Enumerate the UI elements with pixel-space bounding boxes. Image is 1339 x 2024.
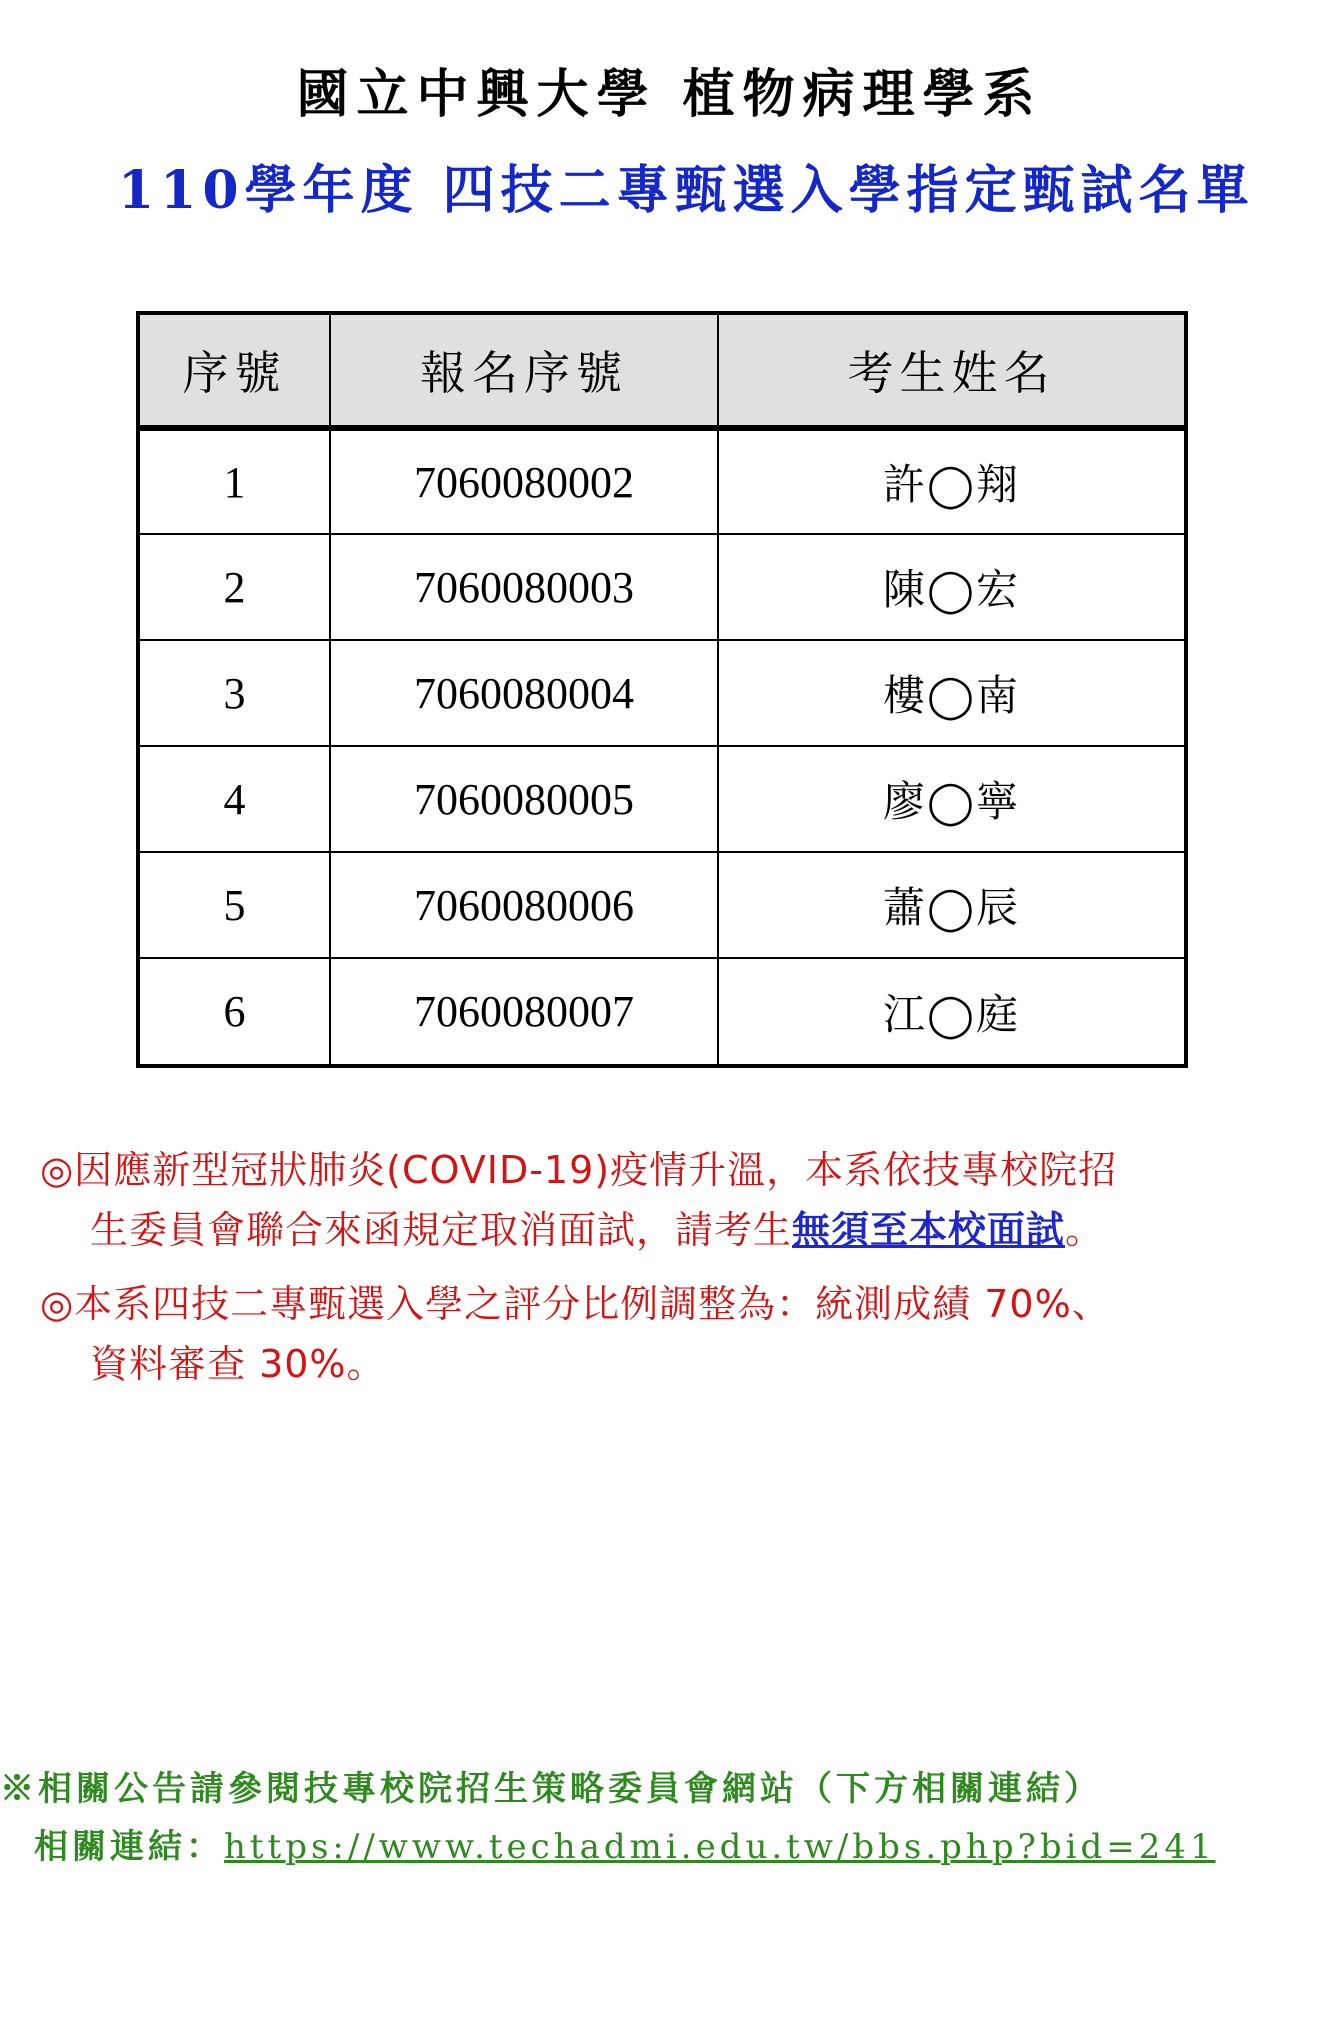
column-header-id: 報名序號 xyxy=(330,315,718,428)
row-id: 7060080007 xyxy=(330,958,718,1064)
table-row xyxy=(140,958,1184,1064)
note-covid-text: 生委員會聯合來函規定取消面試，請考生 xyxy=(90,1208,793,1252)
techadmi-link[interactable]: https://www.techadmi.edu.tw/bbs.php?bid=241 xyxy=(224,1827,1216,1867)
row-name: 陳◯宏 xyxy=(718,534,1184,640)
row-name: 蕭◯辰 xyxy=(718,852,1184,958)
note-scoring xyxy=(40,1274,1310,1394)
row-no: 6 xyxy=(140,958,330,1064)
row-name: 江◯庭 xyxy=(718,958,1184,1064)
column-header-name: 考生姓名 xyxy=(718,315,1184,428)
note-scoring-line1: ◎本系四技二專甄選入學之評分比例調整為：統測成績 70%、 xyxy=(40,1282,1111,1326)
note-covid-line1: ◎因應新型冠狀肺炎(COVID-19)疫情升溫，本系依技專校院招 xyxy=(40,1148,1118,1192)
table-header-row xyxy=(140,315,1184,428)
footer-link-line xyxy=(0,1818,1339,1876)
footer-link-label: 相關連結： xyxy=(34,1827,224,1867)
table-row xyxy=(140,534,1184,640)
note-covid-line2 xyxy=(40,1200,1310,1260)
table-row xyxy=(140,640,1184,746)
page-subtitle: 110學年度 四技二專甄選入學指定甄試名單 xyxy=(118,160,1255,221)
footer-notice: ※相關公告請參閱技專校院招生策略委員會網站（下方相關連結） xyxy=(0,1769,1102,1809)
row-no: 5 xyxy=(140,852,330,958)
notes-section xyxy=(40,1140,1310,1408)
column-header-no: 序號 xyxy=(140,315,330,428)
row-id: 7060080002 xyxy=(330,428,718,534)
note-scoring-line2: 資料審查 30%。 xyxy=(90,1342,386,1386)
row-name: 樓◯南 xyxy=(718,640,1184,746)
row-no: 2 xyxy=(140,534,330,640)
row-id: 7060080005 xyxy=(330,746,718,852)
table-row xyxy=(140,852,1184,958)
row-no: 4 xyxy=(140,746,330,852)
row-name: 廖◯寧 xyxy=(718,746,1184,852)
row-id: 7060080003 xyxy=(330,534,718,640)
no-interview-emphasis: 無須至本校面試 xyxy=(792,1208,1066,1252)
note-covid xyxy=(40,1140,1310,1260)
row-no: 3 xyxy=(140,640,330,746)
table-row xyxy=(140,746,1184,852)
row-no: 1 xyxy=(140,428,330,534)
row-name: 許◯翔 xyxy=(718,428,1184,534)
candidate-table xyxy=(136,311,1188,1068)
page-title: 國立中興大學 植物病理學系 xyxy=(296,65,1043,125)
footer-section xyxy=(0,1760,1339,1876)
note-covid-suffix: 。 xyxy=(1065,1208,1105,1252)
row-id: 7060080006 xyxy=(330,852,718,958)
table-row xyxy=(140,428,1184,534)
row-id: 7060080004 xyxy=(330,640,718,746)
